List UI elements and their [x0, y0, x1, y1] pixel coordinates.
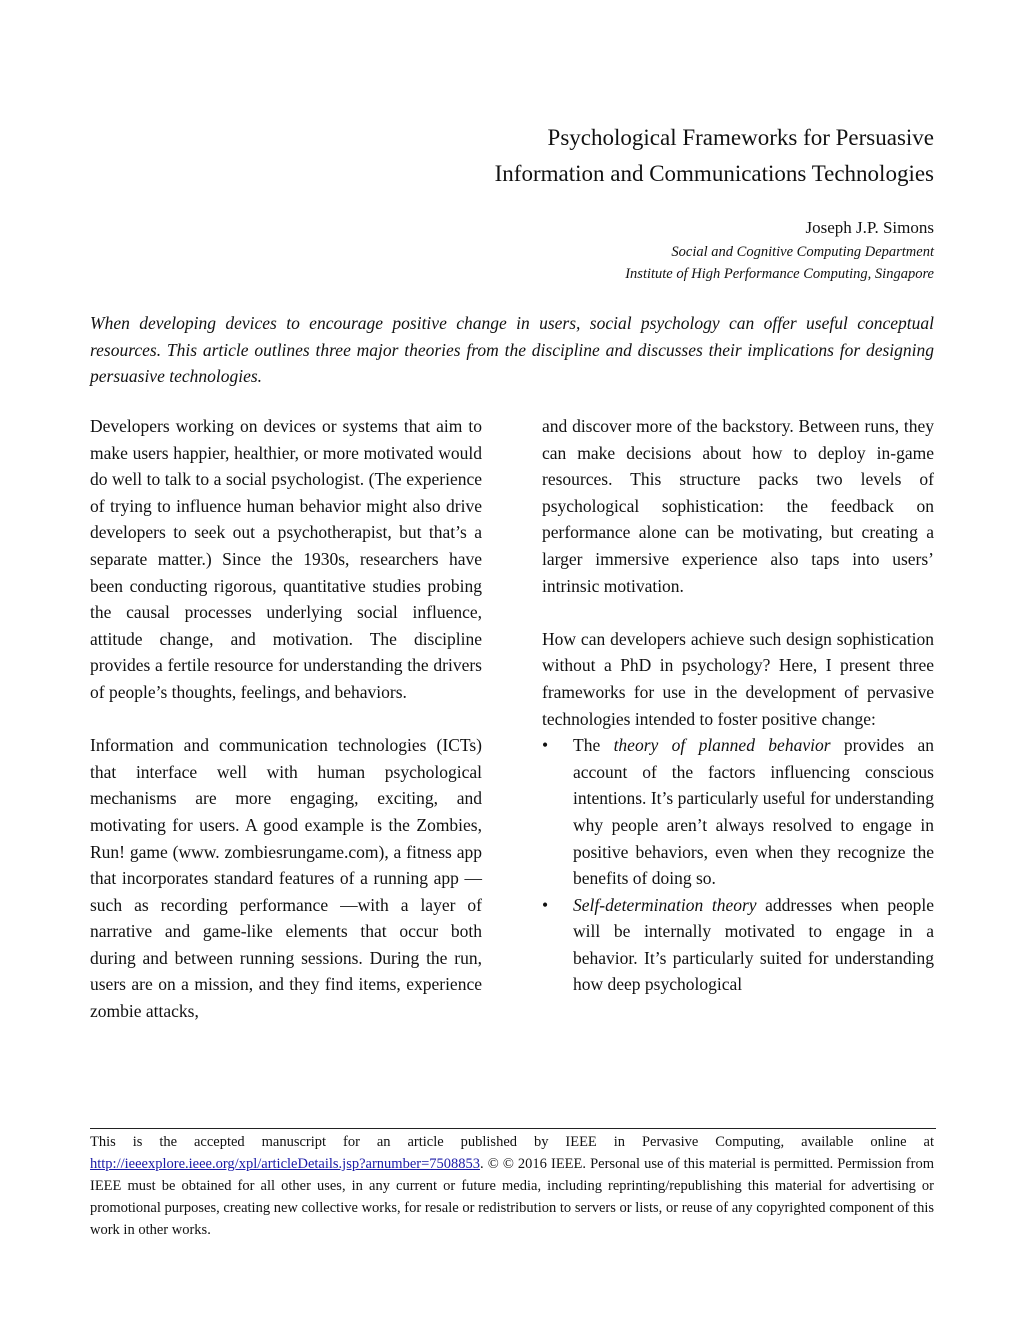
footnote-pre: This is the accepted manuscript for an article published by IEEE in Pervasive Computing, available online at [90, 1134, 934, 1150]
abstract: When developing devices to encourage positive change in users, social psychology can offer useful conceptual resources. This article outlines three major theories from the discipline and discusses their implications for designing persuasive technologies. [90, 313, 934, 386]
right-paragraph-2: How can developers achieve such design sophistication without a PhD in psychology? Here, I present three frameworks for use in the development of pervasive technologies intended to foster positive change: [542, 628, 934, 729]
bullet-1-pre: The [573, 735, 614, 756]
bullet-2-term: Self-determination theory [573, 894, 757, 915]
paper-title [495, 120, 934, 192]
left-paragraph-1: Developers working on devices or systems that aim to make users happier, healthier, or more motivated would do well to talk to a social psychologist. (The experience of trying to influence human behavior might also drive developers to seek out a psychotherapist, but that’s a separate matter.) Since the 1930s, researchers have been conducting rigorous, quantitative studies probing the causal processes underlying social influence, attitude change, and motivation. The discipline provides a fertile resource for understanding the drivers of people’s thoughts, feelings, and behaviors. [90, 416, 482, 702]
footnote-post: . © © 2016 IEEE. Personal use of this material is permitted. Permission from IEEE must be obtained for all other uses, in any current or future media, including reprinting/republishing this material for advertising or promotional purposes, creating new collective works, for resale or redistribution to servers or lists, or reuse of any copyrighted component of this work in other works. [90, 1156, 934, 1238]
footnote-divider [90, 1128, 936, 1129]
frameworks-list [542, 732, 934, 998]
right-column [542, 413, 934, 998]
author-department: Social and Cognitive Computing Department [671, 244, 934, 260]
list-item [542, 892, 934, 998]
list-item [542, 732, 934, 892]
bullet-1-post: provides an account of the factors influencing conscious intentions. It’s particularly useful for understanding why people aren’t always resolved to engage in positive behaviors, even when they recognize the benefits of doing so. [573, 735, 934, 889]
bullet-2-post: addresses when people will be internally motivated to engage in a behavior. It’s particularly suited for understanding how deep psychological [573, 894, 934, 995]
left-column [90, 413, 482, 1025]
bullet-icon: • [542, 735, 549, 756]
copyright-footnote [90, 1131, 934, 1241]
title-line-2: Information and Communications Technologies [494, 161, 934, 186]
right-paragraph-1: and discover more of the backstory. Between runs, they can make decisions about how to deploy in-game resources. This structure packs two levels of psychological sophistication: the feedback on performance alone can be motivating, but creating a larger immersive experience also taps into users’ intrinsic motivation. [542, 416, 934, 596]
ieee-article-link[interactable]: http://ieeexplore.ieee.org/xpl/articleDetails.jsp?arnumber=7508853 [90, 1156, 481, 1172]
author-institute: Institute of High Performance Computing, Singapore [625, 266, 934, 282]
author-name: Joseph J.P. Simons [805, 218, 934, 237]
left-paragraph-2: Information and communication technologies (ICTs) that interface well with human psychological mechanisms are more engaging, exciting, and motivating for users. A good example is the Zombies, Run! game (www. zombiesrungame.com), a fitness app that incorporates standard features of a running app — such as recording performance —with a layer of narrative and game-like elements that occur both during and between running sessions. During the run, users are on a mission, and they find items, experience zombie attacks, [90, 735, 482, 1022]
bullet-icon: • [542, 894, 549, 915]
title-line-1: Psychological Frameworks for Persuasive [547, 125, 934, 150]
bullet-1-term: theory of planned behavior [613, 735, 831, 756]
